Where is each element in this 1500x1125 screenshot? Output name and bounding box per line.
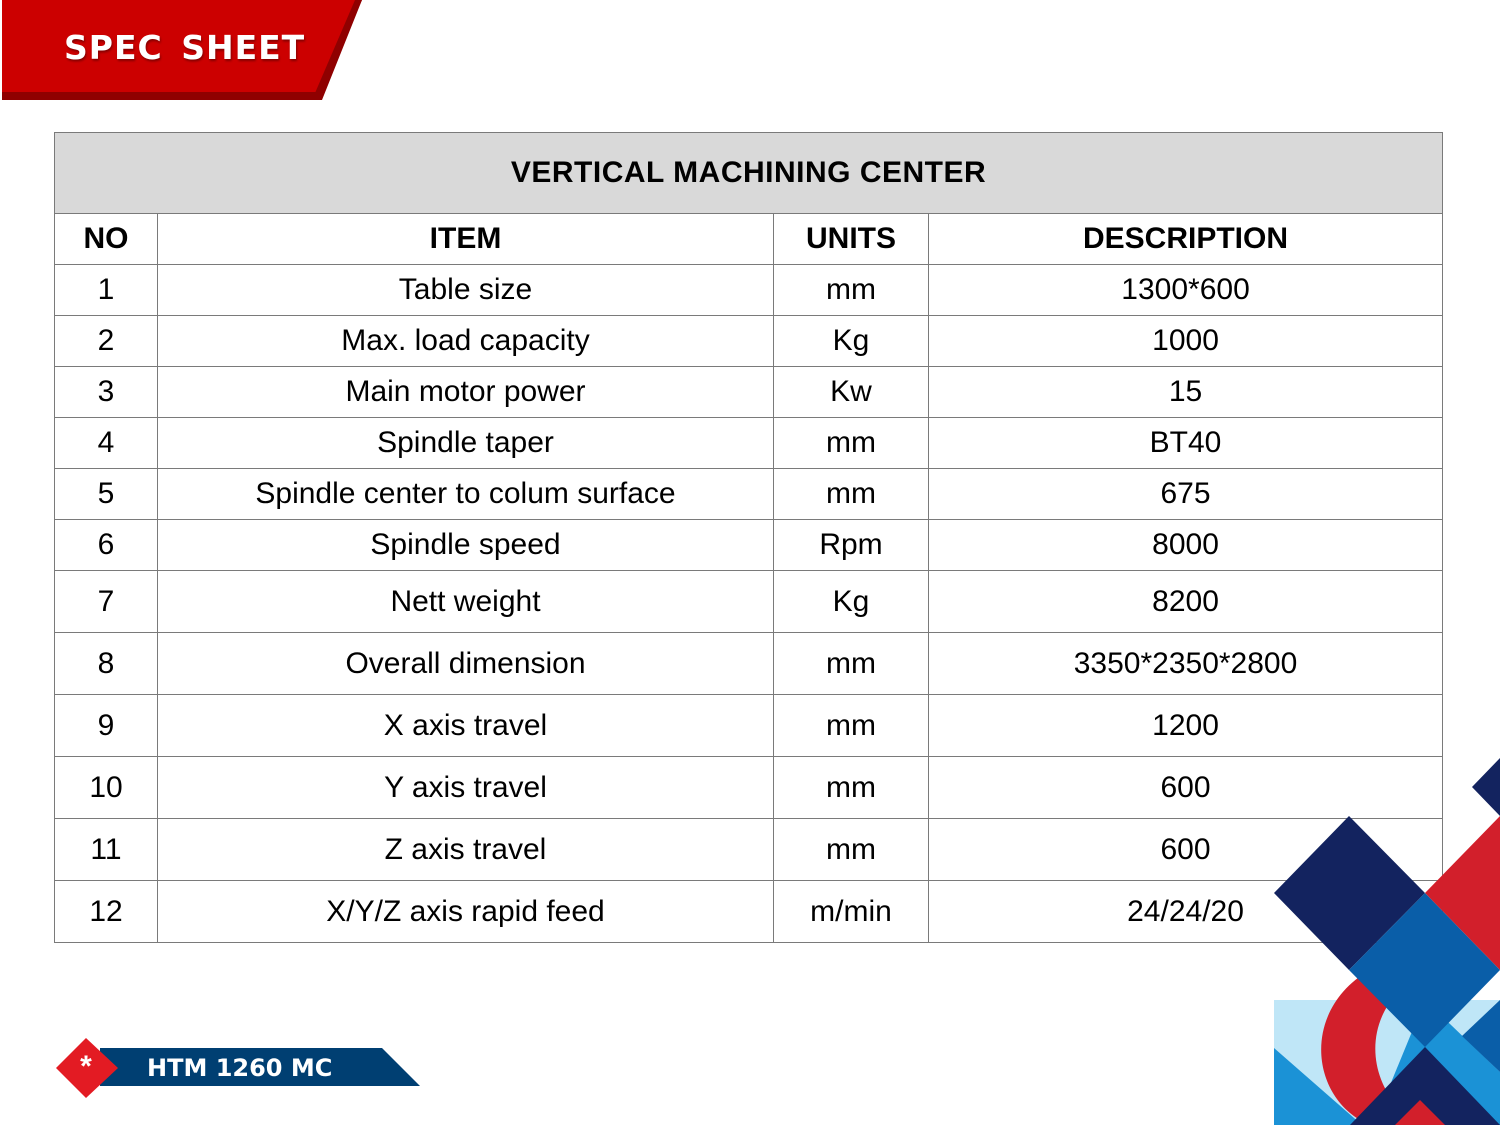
row-no: 3 [55,367,158,418]
row-no: 8 [55,633,158,695]
row-description: 1000 [929,316,1443,367]
row-item: Z axis travel [158,819,774,881]
row-description: 1200 [929,695,1443,757]
table-header-row [55,214,1443,265]
row-no: 4 [55,418,158,469]
row-item: X axis travel [158,695,774,757]
row-units: m/min [774,881,929,943]
row-description: 3350*2350*2800 [929,633,1443,695]
row-units: mm [774,757,929,819]
row-no: 6 [55,520,158,571]
star-icon: * [80,1050,92,1083]
row-item: Nett weight [158,571,774,633]
spec-sheet-banner [0,0,362,100]
row-item: Spindle center to colum surface [158,469,774,520]
row-item: Spindle taper [158,418,774,469]
row-units: mm [774,695,929,757]
model-badge [52,1036,432,1100]
row-units: Kg [774,316,929,367]
row-description: BT40 [929,418,1443,469]
table-row [55,469,1443,520]
table-row [55,367,1443,418]
row-item: Overall dimension [158,633,774,695]
banner-title: SPEC SHEET [64,28,306,67]
row-description: 675 [929,469,1443,520]
header-no: NO [55,214,158,265]
row-no: 5 [55,469,158,520]
row-no: 11 [55,819,158,881]
row-units: mm [774,418,929,469]
row-description: 8200 [929,571,1443,633]
row-no: 1 [55,265,158,316]
row-description: 600 [929,819,1443,881]
header-description: DESCRIPTION [929,214,1443,265]
table-row [55,316,1443,367]
table-row [55,418,1443,469]
row-item: Spindle speed [158,520,774,571]
row-no: 7 [55,571,158,633]
row-units: mm [774,633,929,695]
row-item: Table size [158,265,774,316]
header-units: UNITS [774,214,929,265]
table-row [55,265,1443,316]
row-description: 24/24/20 [929,881,1443,943]
row-item: X/Y/Z axis rapid feed [158,881,774,943]
decorative-corner-graphic [1260,750,1500,1125]
table-row [55,819,1443,881]
table-title: VERTICAL MACHINING CENTER [55,133,1443,214]
row-description: 8000 [929,520,1443,571]
table-row [55,520,1443,571]
row-description: 1300*600 [929,265,1443,316]
row-item: Main motor power [158,367,774,418]
spec-table [54,132,1443,943]
row-units: Rpm [774,520,929,571]
table-row [55,757,1443,819]
row-no: 12 [55,881,158,943]
table-row [55,695,1443,757]
table-row [55,633,1443,695]
row-item: Max. load capacity [158,316,774,367]
row-no: 2 [55,316,158,367]
table-row [55,571,1443,633]
row-units: Kg [774,571,929,633]
row-units: mm [774,819,929,881]
table-title-row [55,133,1443,214]
row-description: 15 [929,367,1443,418]
header-item: ITEM [158,214,774,265]
table-row [55,881,1443,943]
row-units: Kw [774,367,929,418]
row-no: 9 [55,695,158,757]
row-item: Y axis travel [158,757,774,819]
row-units: mm [774,469,929,520]
row-description: 600 [929,757,1443,819]
model-name: HTM 1260 MC [147,1054,333,1082]
row-no: 10 [55,757,158,819]
row-units: mm [774,265,929,316]
